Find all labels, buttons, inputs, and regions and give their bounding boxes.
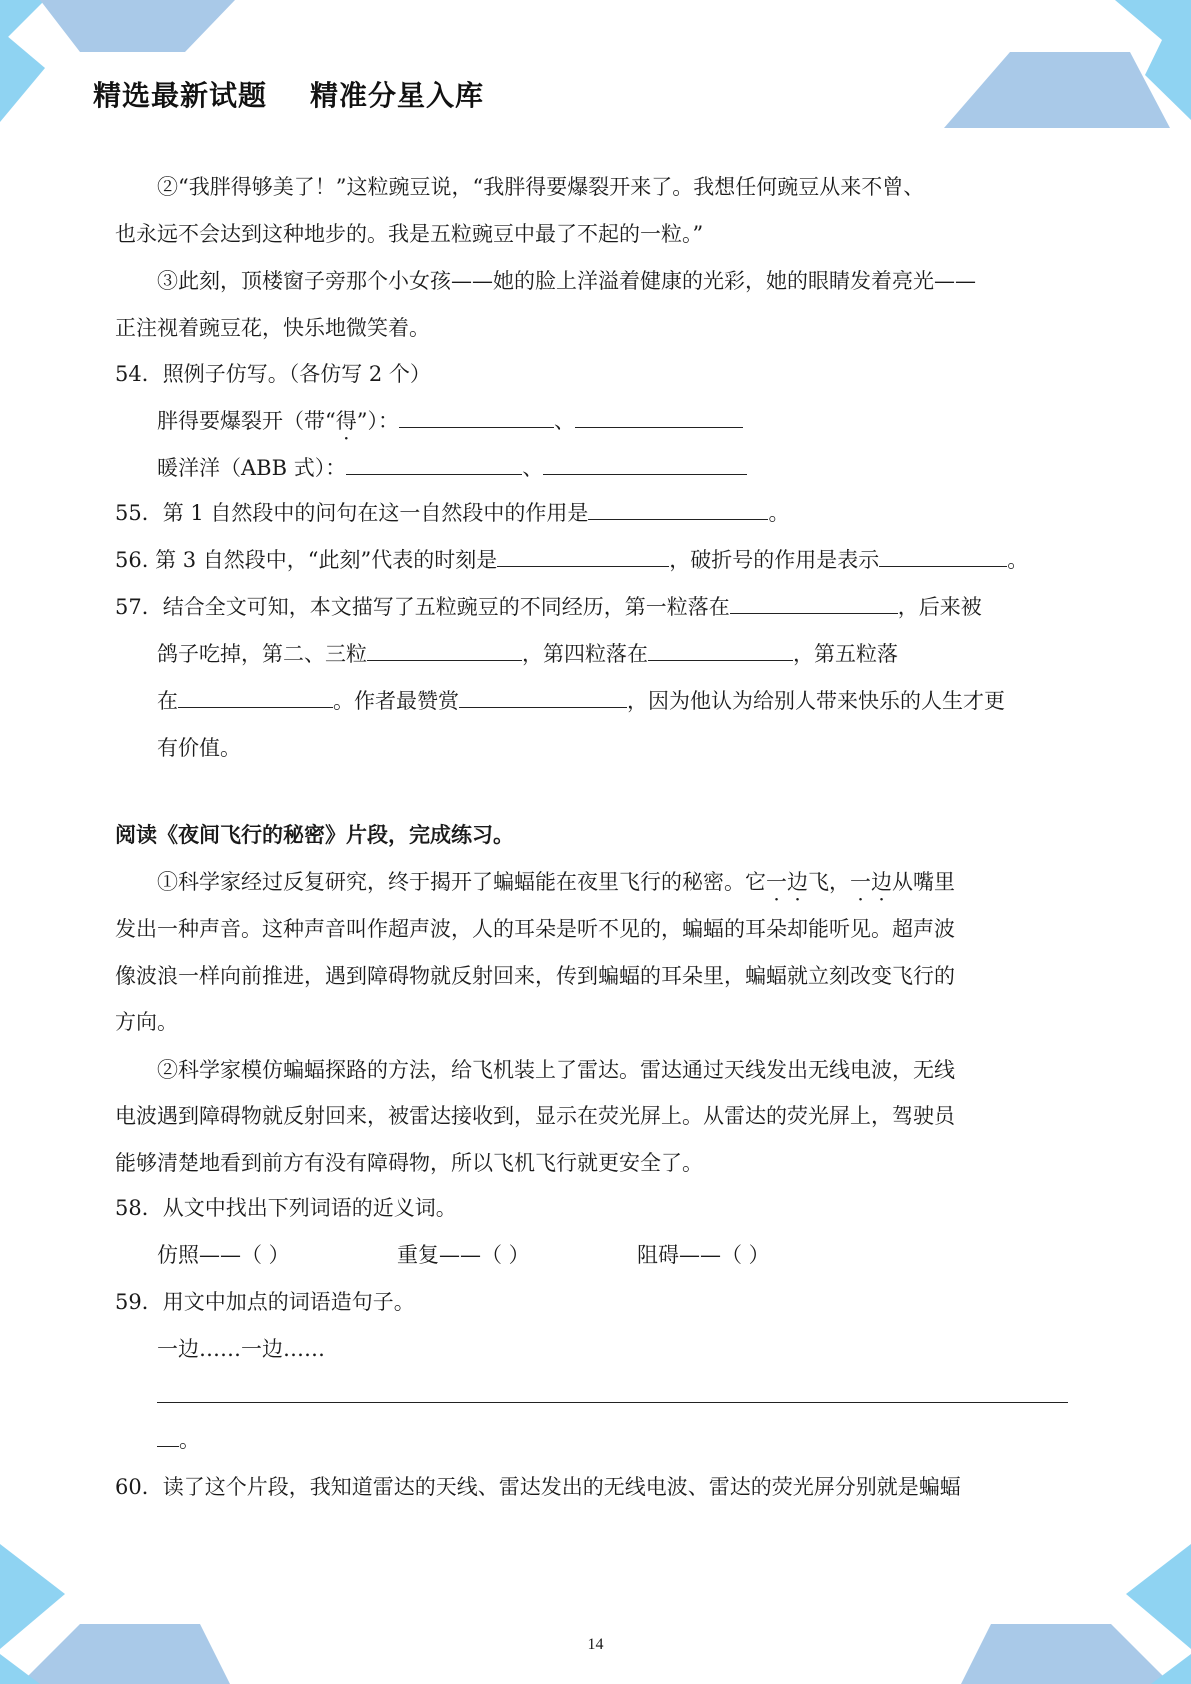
passage2-para1-line3: 像波浪一样向前推进，遇到障碍物就反射回来，传到蝙蝠的耳朵里，蝙蝠就立刻改变飞行的: [115, 964, 955, 988]
separator: 、: [554, 409, 575, 433]
dotted-char: 一: [766, 870, 787, 894]
question-56: [115, 545, 1028, 575]
answer-blank[interactable]: [575, 407, 743, 428]
q57-text-5: ，第五粒落: [793, 642, 898, 666]
q59-answer-tail: [157, 1425, 200, 1455]
question-57-line1: [115, 592, 982, 622]
q54-row1-label-pre: 胖得要爆裂开（带“: [157, 409, 336, 433]
p2-text: 飞，: [808, 870, 850, 894]
passage2-para2-line1: ②科学家模仿蝙蝠探路的方法，给飞机装上了雷达。雷达通过天线发出无线电波，无线: [157, 1058, 955, 1082]
p2-text: 从嘴里: [892, 870, 955, 894]
answer-blank[interactable]: [879, 546, 1007, 567]
q56-end: 。: [1007, 548, 1029, 572]
q57-text-4: ，第四粒落在: [522, 642, 648, 666]
bottom-left-decoration: [0, 1544, 240, 1684]
q57-text-2: ，后来被: [897, 595, 982, 619]
p2-text: ①科学家经过反复研究，终于揭开了蝙蝠能在夜里飞行的秘密。它: [157, 870, 766, 894]
sentence-answer-line[interactable]: [157, 1402, 1068, 1403]
question-57-line4: 有价值。: [157, 736, 241, 760]
question-54-row2: [157, 453, 747, 483]
q56-text-pre: 56. 第 3 自然段中，“此刻”代表的时刻是: [115, 548, 498, 572]
answer-blank[interactable]: [346, 454, 522, 475]
question-57-line2: [157, 639, 898, 669]
answer-blank[interactable]: [459, 687, 627, 708]
q55-end: 。: [768, 501, 790, 525]
page-number: 14: [587, 1636, 604, 1653]
answer-blank[interactable]: [543, 454, 747, 475]
passage2-para2-line2: 电波遇到障碍物就反射回来，被雷达接收到，显示在荧光屏上。从雷达的荧光屏上，驾驶员: [115, 1104, 955, 1128]
q58-word-2[interactable]: 重复——（ ）: [397, 1243, 530, 1267]
question-60: 60．读了这个片段，我知道雷达的天线、雷达发出的无线电波、雷达的荧光屏分别就是蝙蝠: [115, 1475, 961, 1499]
passage1-para2-line2: 也永远不会达到这种地步的。我是五粒豌豆中最了不起的一粒。”: [115, 222, 704, 246]
dotted-char: 边: [871, 870, 892, 894]
dotted-char: 一: [850, 870, 871, 894]
q57-text-7: 。作者最赞赏: [333, 689, 459, 713]
q59-end: 。: [179, 1428, 200, 1452]
question-57-line3: [157, 686, 1005, 716]
q58-word-1[interactable]: 仿照——（ ）: [157, 1243, 290, 1267]
q57-text-1: 57．结合全文可知，本文描写了五粒豌豆的不同经历，第一粒落在: [115, 595, 730, 619]
q54-dotted-char: 得: [335, 409, 357, 433]
passage1-para3-line2: 正注视着豌豆花，快乐地微笑着。: [115, 316, 430, 340]
q56-text-mid: ，破折号的作用是表示: [669, 548, 880, 572]
q57-text-8: ，因为他认为给别人带来快乐的人生才更: [627, 689, 1005, 713]
question-58-stem: 58．从文中找出下列词语的近义词。: [115, 1196, 457, 1220]
q59-pattern: 一边……一边……: [157, 1337, 325, 1361]
question-55: [115, 498, 789, 528]
separator: 、: [522, 456, 544, 480]
q58-word-3[interactable]: 阻碍——（ ）: [637, 1243, 770, 1267]
passage1-para3-line1: ③此刻，顶楼窗子旁那个小女孩——她的脸上洋溢着健康的光彩，她的眼睛发着亮光——: [157, 269, 976, 293]
answer-blank[interactable]: [399, 407, 554, 428]
answer-blank[interactable]: [730, 593, 898, 614]
q54-row1-label-post: ”）：: [356, 409, 399, 433]
answer-blank[interactable]: [648, 640, 793, 661]
dotted-char: 边: [787, 870, 808, 894]
q55-text: 55．第 1 自然段中的问句在这一自然段中的作用是: [115, 501, 589, 525]
bottom-right-decoration: [951, 1544, 1191, 1684]
q57-text-6: 在: [157, 689, 178, 713]
passage1-para2-line1: ②“我胖得够美了！”这粒豌豆说，“我胖得要爆裂开来了。我想任何豌豆从来不曾、: [157, 175, 925, 199]
q57-text-3: 鸽子吃掉，第二、三粒: [157, 642, 367, 666]
page-header-title: 精选最新试题 精准分星入库: [93, 79, 484, 112]
answer-blank[interactable]: [367, 640, 522, 661]
section-title: 阅读《夜间飞行的秘密》片段，完成练习。: [115, 823, 514, 847]
answer-blank[interactable]: [157, 1426, 179, 1447]
passage2-para1-line1: [157, 867, 955, 897]
question-54-row1: [157, 406, 743, 436]
question-59-stem: 59．用文中加点的词语造句子。: [115, 1290, 415, 1314]
answer-blank[interactable]: [178, 687, 333, 708]
answer-blank[interactable]: [497, 546, 669, 567]
q54-row2-label: 暖洋洋（ABB 式）：: [157, 456, 347, 480]
passage2-para1-line2: 发出一种声音。这种声音叫作超声波，人的耳朵是听不见的，蝙蝠的耳朵却能听见。超声波: [115, 917, 955, 941]
top-right-decoration: [930, 0, 1191, 130]
passage2-para2-line3: 能够清楚地看到前方有没有障碍物，所以飞机飞行就更安全了。: [115, 1151, 703, 1175]
question-54-stem: 54．照例子仿写。（各仿写 2 个）: [115, 362, 431, 386]
passage2-para1-line4: 方向。: [115, 1010, 178, 1034]
answer-blank[interactable]: [588, 499, 768, 520]
